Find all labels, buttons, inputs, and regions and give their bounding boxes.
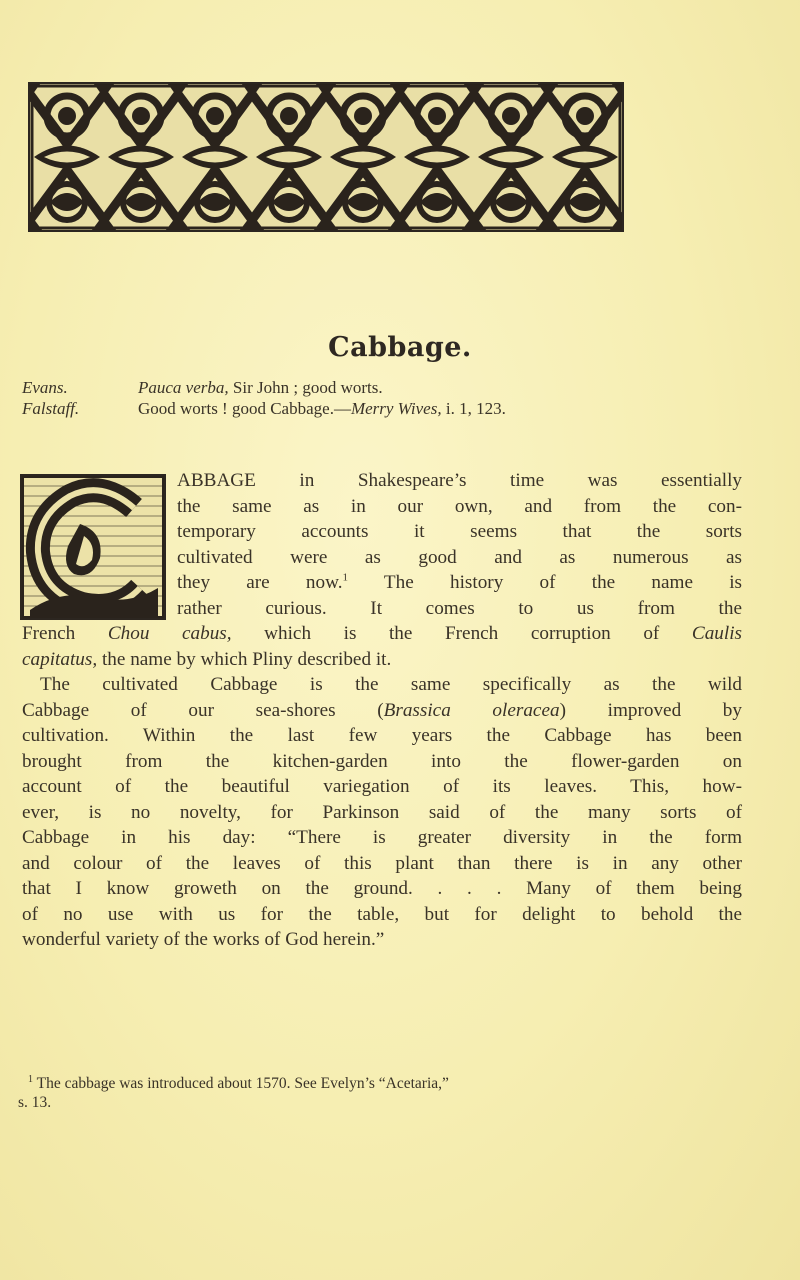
- headpiece-ornament-icon: [30, 84, 622, 230]
- text-line: Cabbage in his day: “There is greater diversity in the form: [22, 827, 742, 848]
- footnote-line: $^1$ The cabbage was introduced about 1570. See Evelyn’s “Acetaria,”: [28, 1073, 449, 1092]
- text-line: temporary accounts it seems that the sorts: [177, 521, 742, 542]
- text-line: the same as in our own, and from the con-: [177, 495, 742, 517]
- speaker-name: Evans.: [22, 378, 68, 397]
- epigraph-line: [22, 377, 762, 398]
- epigraph-quote: [22, 377, 762, 419]
- speaker-name: Falstaff.: [22, 399, 80, 418]
- ornamental-headpiece: [28, 82, 624, 232]
- speech-text: Pauca verba, Sir John ; good worts.: [138, 378, 383, 397]
- text-line: capitatus, the name by which Pliny described it.: [22, 648, 392, 670]
- footnote-ref: 1: [342, 571, 349, 584]
- text-line: cultivation. Within the last few years the Cabbage has been: [22, 725, 742, 746]
- text-line: wonderful variety of the works of God herein.”: [22, 929, 385, 950]
- text-line: rather curious. It comes to us from the: [177, 597, 742, 619]
- text-line: ever, is no novelty, for Parkinson said of the many sorts of: [22, 801, 742, 823]
- speech-text: Good worts ! good Cabbage.—Merry Wives, i. 1, 123.: [138, 399, 506, 418]
- text-line: The cultivated Cabbage is the same specifically as the wild: [40, 674, 742, 695]
- text-line: Cabbage of our sea-shores (Brassica oleracea) improved by: [22, 699, 742, 721]
- text-line: ABBAGE in Shakespeare’s time was essentially: [177, 470, 742, 491]
- footnote-marker: 1: [28, 1073, 33, 1085]
- chapter-title: Cabbage.: [328, 332, 472, 363]
- epigraph-line: [22, 398, 762, 419]
- main-paragraphs: [22, 468, 742, 953]
- footnote: [18, 1074, 718, 1112]
- footnote-line: s. 13.: [18, 1094, 52, 1111]
- text-line: they are now.$^1$ The history of the name is: [177, 571, 742, 593]
- text-line: cultivated were as good and as numerous as: [177, 546, 742, 568]
- text-line: of no use with us for the table, but for delight to behold the: [22, 903, 742, 925]
- text-line: and colour of the leaves of this plant than there is in any other: [22, 852, 742, 874]
- text-line: French Chou cabus, which is the French corruption of Caulis: [22, 623, 743, 644]
- text-line: brought from the kitchen-garden into the flower-garden on: [22, 750, 742, 772]
- text-line: that I know groweth on the ground. . . . Many of them being: [22, 878, 742, 899]
- text-line: account of the beautiful variegation of its leaves. This, how-: [22, 776, 742, 797]
